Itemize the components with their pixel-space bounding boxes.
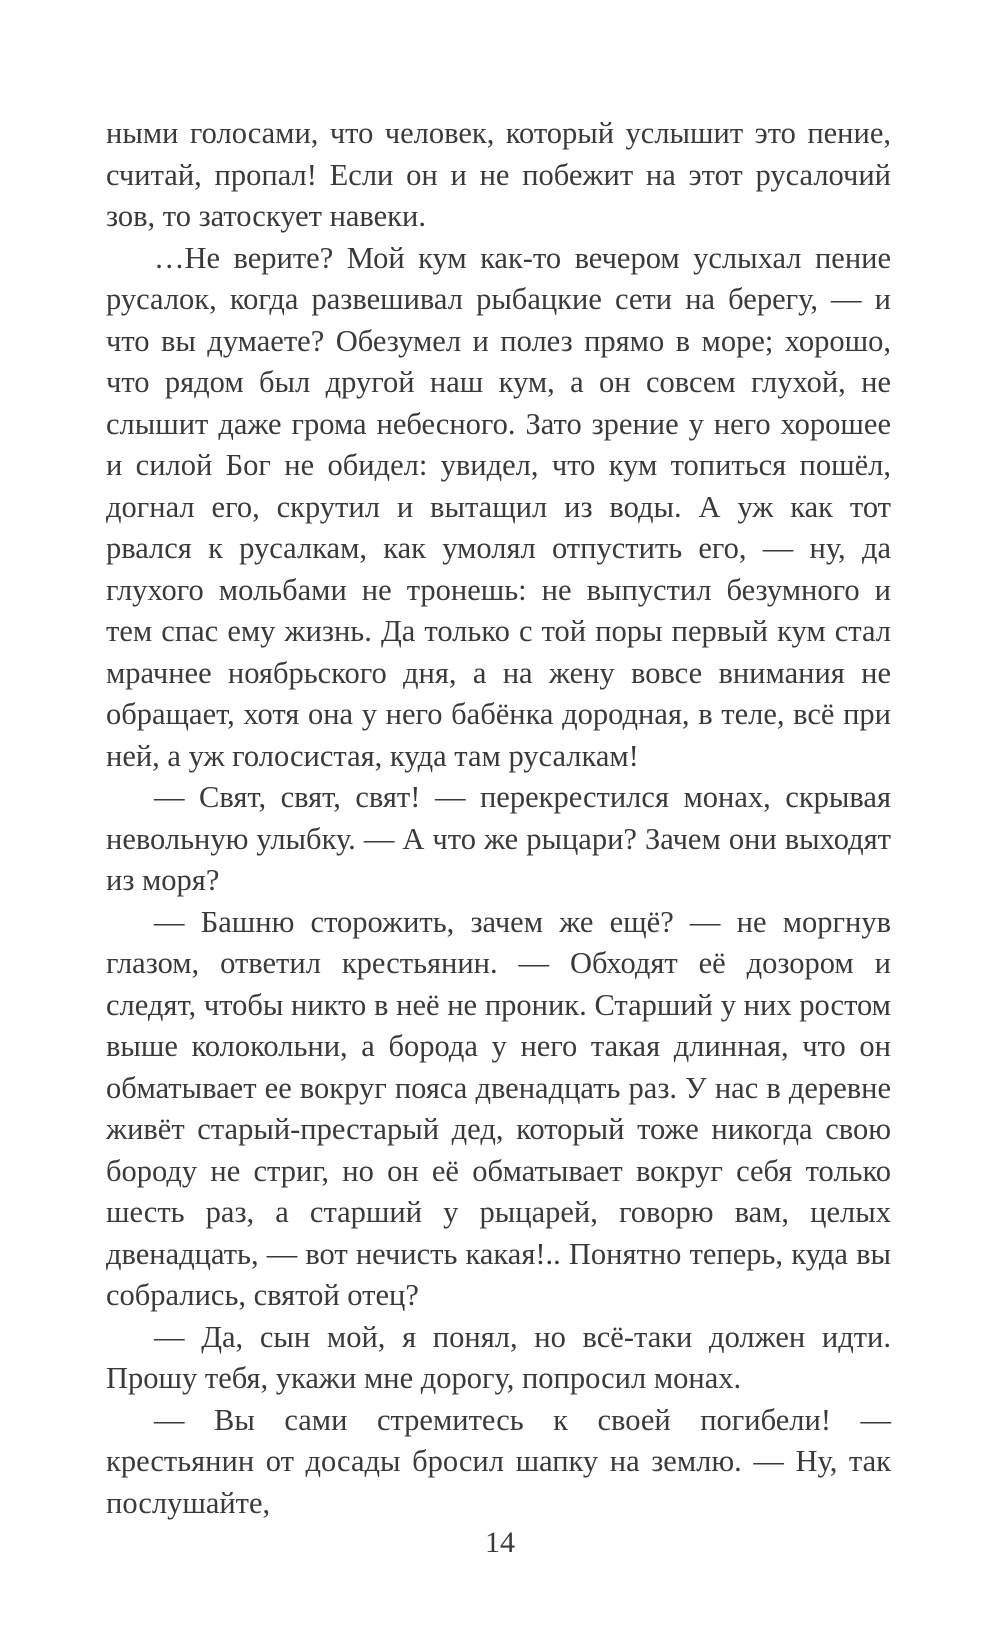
paragraph-dialogue: — Вы сами стремитесь к своей погибели! — крестьянин от досады бросил шапку на землю. — Ну, так послушайте,	[106, 1402, 891, 1520]
paragraph: …Не верите? Мой кум как-то вечером услыхал пение русалок, когда развешивал рыбацкие сети на берегу, — и что вы думаете? Обезумел и полез прямо в море; хорошо, что рядом был другой наш кум, а он совсем глухой, не слышит даже грома небесного. Зато зрение у него хорошее и силой Бог не обидел: увидел, что кум топиться пошёл, догнал его, скрутил и вытащил из воды. А уж как тот рвался к русалкам, как умолял отпустить его, — ну, да глухого мольбами не тронешь: не выпустил безумного и тем спас ему жизнь. Да только с той поры первый кум стал мрачнее ноябрьского дня, а на жену вовсе внимания не обращает, хотя она у него бабёнка дородная, в теле, всё при ней, а уж голосистая, куда там русалкам!	[106, 240, 891, 773]
paragraph-dialogue: — Да, сын мой, я понял, но всё-таки должен идти. Прошу тебя, укажи мне дорогу, попросил монах.	[106, 1319, 891, 1395]
paragraph-continued: ными голосами, что человек, который услышит это пение, считай, пропал! Если он и не побежит на этот русалочий зов, то затоскует навеки.	[106, 116, 891, 233]
paragraph-dialogue: — Свят, свят, свят! — перекрестился монах, скрывая невольную улыбку. — А что же рыцари? Зачем они выходят из моря?	[106, 780, 891, 897]
body-text	[106, 113, 891, 1524]
page-number: 14	[485, 1526, 515, 1559]
paragraph-dialogue: — Башню сторожить, зачем же ещё? — не моргнув глазом, ответил крестьянин. — Обходят её дозором и следят, чтобы никто в неё не проник. Старший у них ростом выше колокольни, а борода у него такая длинная, что он обматывает ее вокруг пояса двенадцать раз. У нас в деревне живёт старый-престарый дед, который тоже никогда свою бороду не стриг, но он её обматывает вокруг себя только шесть раз, а старший у рыцарей, говорю вам, целых двенадцать, — вот нечисть какая!.. Понятно теперь, куда вы собрались, святой отец?	[106, 904, 891, 1312]
